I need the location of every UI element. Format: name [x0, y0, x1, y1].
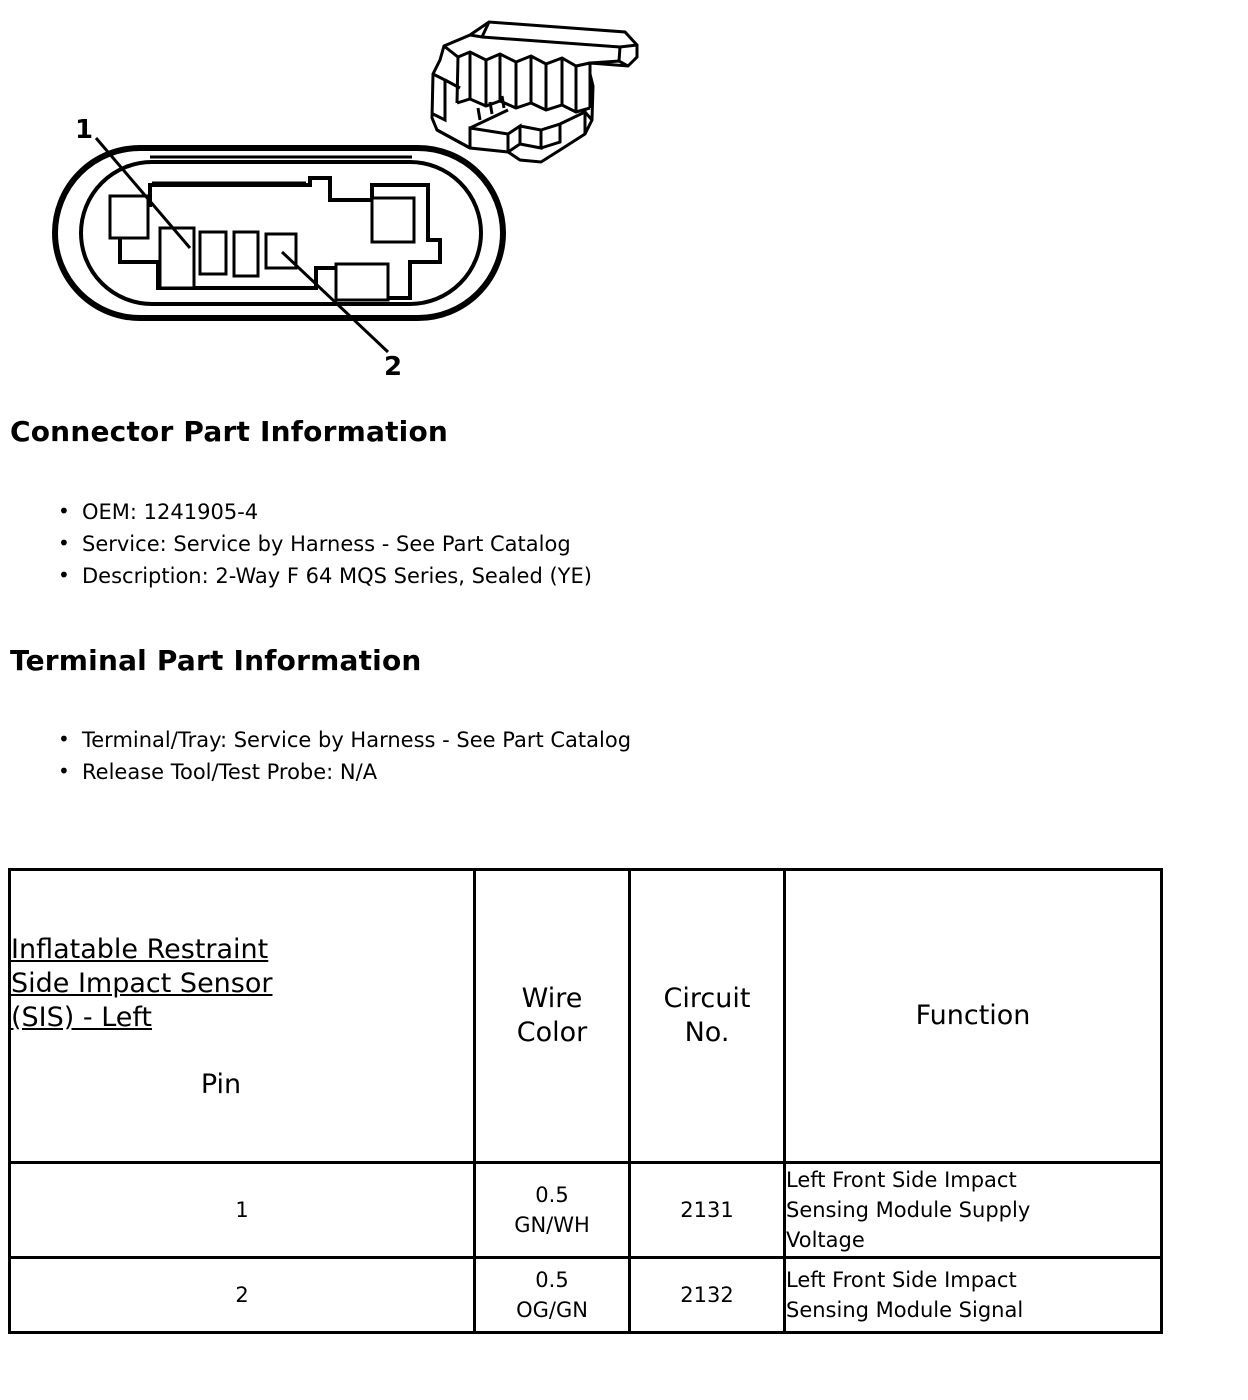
connector-name-line2: Side Impact Sensor [11, 967, 273, 999]
cell-pin: 1 [10, 1163, 475, 1258]
header-connector-name [10, 870, 475, 1163]
function-line2: Sensing Module Signal [786, 1298, 1024, 1322]
wire-color-code: GN/WH [514, 1213, 590, 1237]
connector-part-information-heading: Connector Part Information [10, 415, 449, 448]
header-wire-color [475, 870, 630, 1163]
function-line3: Voltage [786, 1228, 865, 1252]
figure-callout-2: 2 [384, 352, 403, 382]
header-function: Function [785, 870, 1162, 1163]
cell-function [785, 1258, 1162, 1333]
cell-circuit-no: 2131 [630, 1163, 785, 1258]
list-item: • Terminal/Tray: Service by Harness - See Part Catalog [30, 726, 631, 754]
list-item: • Description: 2-Way F 64 MQS Series, Sealed (YE) [30, 562, 592, 590]
cell-wire-color [475, 1163, 630, 1258]
list-item: • Release Tool/Test Probe: N/A [30, 758, 631, 786]
table-header-row [10, 870, 1162, 1163]
connector-figure [0, 0, 1248, 395]
function-line2: Sensing Module Supply [786, 1198, 1031, 1222]
header-circuit-no-line2: No. [684, 1017, 730, 1048]
table-row [10, 1163, 1162, 1258]
header-wire-color-line1: Wire [521, 983, 583, 1014]
terminal-part-information-heading: Terminal Part Information [10, 644, 422, 677]
header-wire-color-line2: Color [516, 1017, 588, 1048]
table-row [10, 1258, 1162, 1333]
cell-wire-color [475, 1258, 630, 1333]
figure-callout-1: 1 [75, 115, 94, 145]
connector-face-drawing [55, 138, 503, 352]
list-item: • Service: Service by Harness - See Part Catalog [30, 530, 592, 558]
connector-part-information-list [30, 498, 592, 594]
function-line1: Left Front Side Impact [786, 1168, 1017, 1192]
connector-illustration [0, 0, 1248, 395]
connector-name-line3: (SIS) - Left [11, 1001, 153, 1033]
terminal-part-information-list [30, 726, 631, 790]
header-circuit-no-line1: Circuit [663, 983, 751, 1014]
wire-color-size: 0.5 [535, 1268, 569, 1292]
cell-function [785, 1163, 1162, 1258]
header-pin-label: Pin [200, 1068, 242, 1100]
header-circuit-no [630, 870, 785, 1163]
function-line1: Left Front Side Impact [786, 1268, 1017, 1292]
cell-circuit-no: 2132 [630, 1258, 785, 1333]
pinout-table [8, 868, 1163, 1334]
wire-color-size: 0.5 [535, 1183, 569, 1207]
wire-color-code: OG/GN [516, 1298, 588, 1322]
list-item: • OEM: 1241905-4 [30, 498, 592, 526]
connector-name-line1: Inflatable Restraint [11, 933, 269, 965]
connector-body-drawing [432, 22, 637, 162]
cell-pin: 2 [10, 1258, 475, 1333]
